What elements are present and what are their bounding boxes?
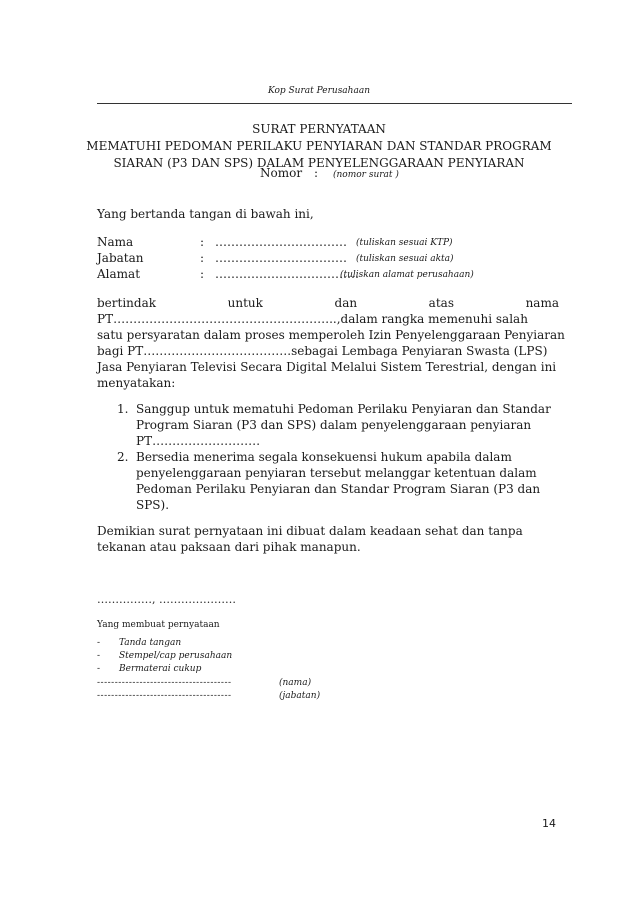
header-rule (97, 103, 572, 104)
body-line: PT………………………………………………..,dalam rangka memenuhi salah (97, 312, 528, 326)
nomor-hint: (nomor surat ) (333, 170, 399, 180)
doc-subtitle-line2: SIARAN (P3 DAN SPS) DALAM PENYELENGGARAAN PENYIARAN (113, 156, 525, 170)
signature-note: Stempel/cap perusahaan (119, 651, 233, 661)
field-label-alamat: Alamat (97, 267, 141, 281)
item-line: Sanggup untuk mematuhi Pedoman Perilaku Penyiaran dan Standar (136, 402, 551, 416)
body-line: Jasa Penyiaran Televisi Secara Digital Melalui Sistem Terestrial, dengan ini (97, 360, 557, 374)
position-signature-line: -------------------------------------- (97, 691, 232, 701)
field-dots-alamat: ……………………………… (215, 267, 359, 281)
item-line: Program Siaran (P3 dan SPS) dalam penyelenggaraan penyiaran (136, 418, 532, 432)
field-colon: : (200, 251, 205, 265)
item-number: 2. (117, 450, 129, 464)
item-line: SPS). (136, 498, 170, 512)
field-label-jabatan: Jabatan (97, 251, 144, 265)
field-dots-nama: …………………………… (215, 235, 347, 249)
field-label-nama: Nama (97, 235, 134, 249)
item-line: Pedoman Perilaku Penyiaran dan Standar Program Siaran (P3 dan (136, 482, 541, 496)
field-colon: : (200, 235, 205, 249)
bullet-dash: - (97, 638, 101, 648)
item-line: PT……………………… (136, 434, 261, 448)
closing-line: tekanan atau paksaan dari pihak manapun. (97, 540, 361, 554)
item-line: Bersedia menerima segala konsekuensi hukum apabila dalam (136, 450, 512, 464)
item-line: penyelenggaraan penyiaran tersebut melanggar ketentuan dalam (136, 466, 537, 480)
intro-text: Yang bertanda tangan di bawah ini, (97, 207, 314, 221)
page-number: 14 (542, 817, 556, 830)
position-hint: (jabatan) (279, 691, 321, 701)
letterhead-placeholder: Kop Surat Perusahaan (267, 86, 370, 96)
nomor-colon: : (314, 166, 319, 180)
body-line: bagi PT……………………………….sebagai Lembaga Penyiaran Swasta (LPS) (97, 344, 548, 358)
place-date-placeholder: ……………, ………………… (97, 593, 236, 606)
doc-title: SURAT PERNYATAAN (252, 122, 386, 136)
doc-subtitle-line1: MEMATUHI PEDOMAN PERILAKU PENYIARAN DAN STANDAR PROGRAM (86, 139, 552, 153)
closing-line: Demikian surat pernyataan ini dibuat dalam keadaan sehat dan tanpa (97, 524, 523, 538)
field-hint-jabatan: (tuliskan sesuai akta) (356, 254, 454, 264)
signature-note: Tanda tangan (119, 638, 182, 648)
item-number: 1. (117, 402, 129, 416)
nomor-label: Nomor (260, 166, 303, 180)
name-signature-line: -------------------------------------- (97, 678, 232, 688)
signer-label: Yang membuat pernyataan (97, 620, 220, 630)
field-hint-alamat: (tuliskan alamat perusahaan) (340, 270, 474, 280)
bullet-dash: - (97, 651, 101, 661)
body-line: menyatakan: (97, 376, 176, 390)
bullet-dash: - (97, 664, 101, 674)
field-dots-jabatan: …………………………… (215, 251, 347, 265)
signature-note: Bermaterai cukup (119, 664, 202, 674)
body-line: bertindak untuk dan atas nama (97, 296, 559, 310)
field-colon: : (200, 267, 205, 281)
name-hint: (nama) (279, 678, 312, 688)
body-line: satu persyaratan dalam proses memperoleh Izin Penyelenggaraan Penyiaran (97, 328, 565, 342)
field-hint-nama: (tuliskan sesuai KTP) (356, 238, 453, 248)
